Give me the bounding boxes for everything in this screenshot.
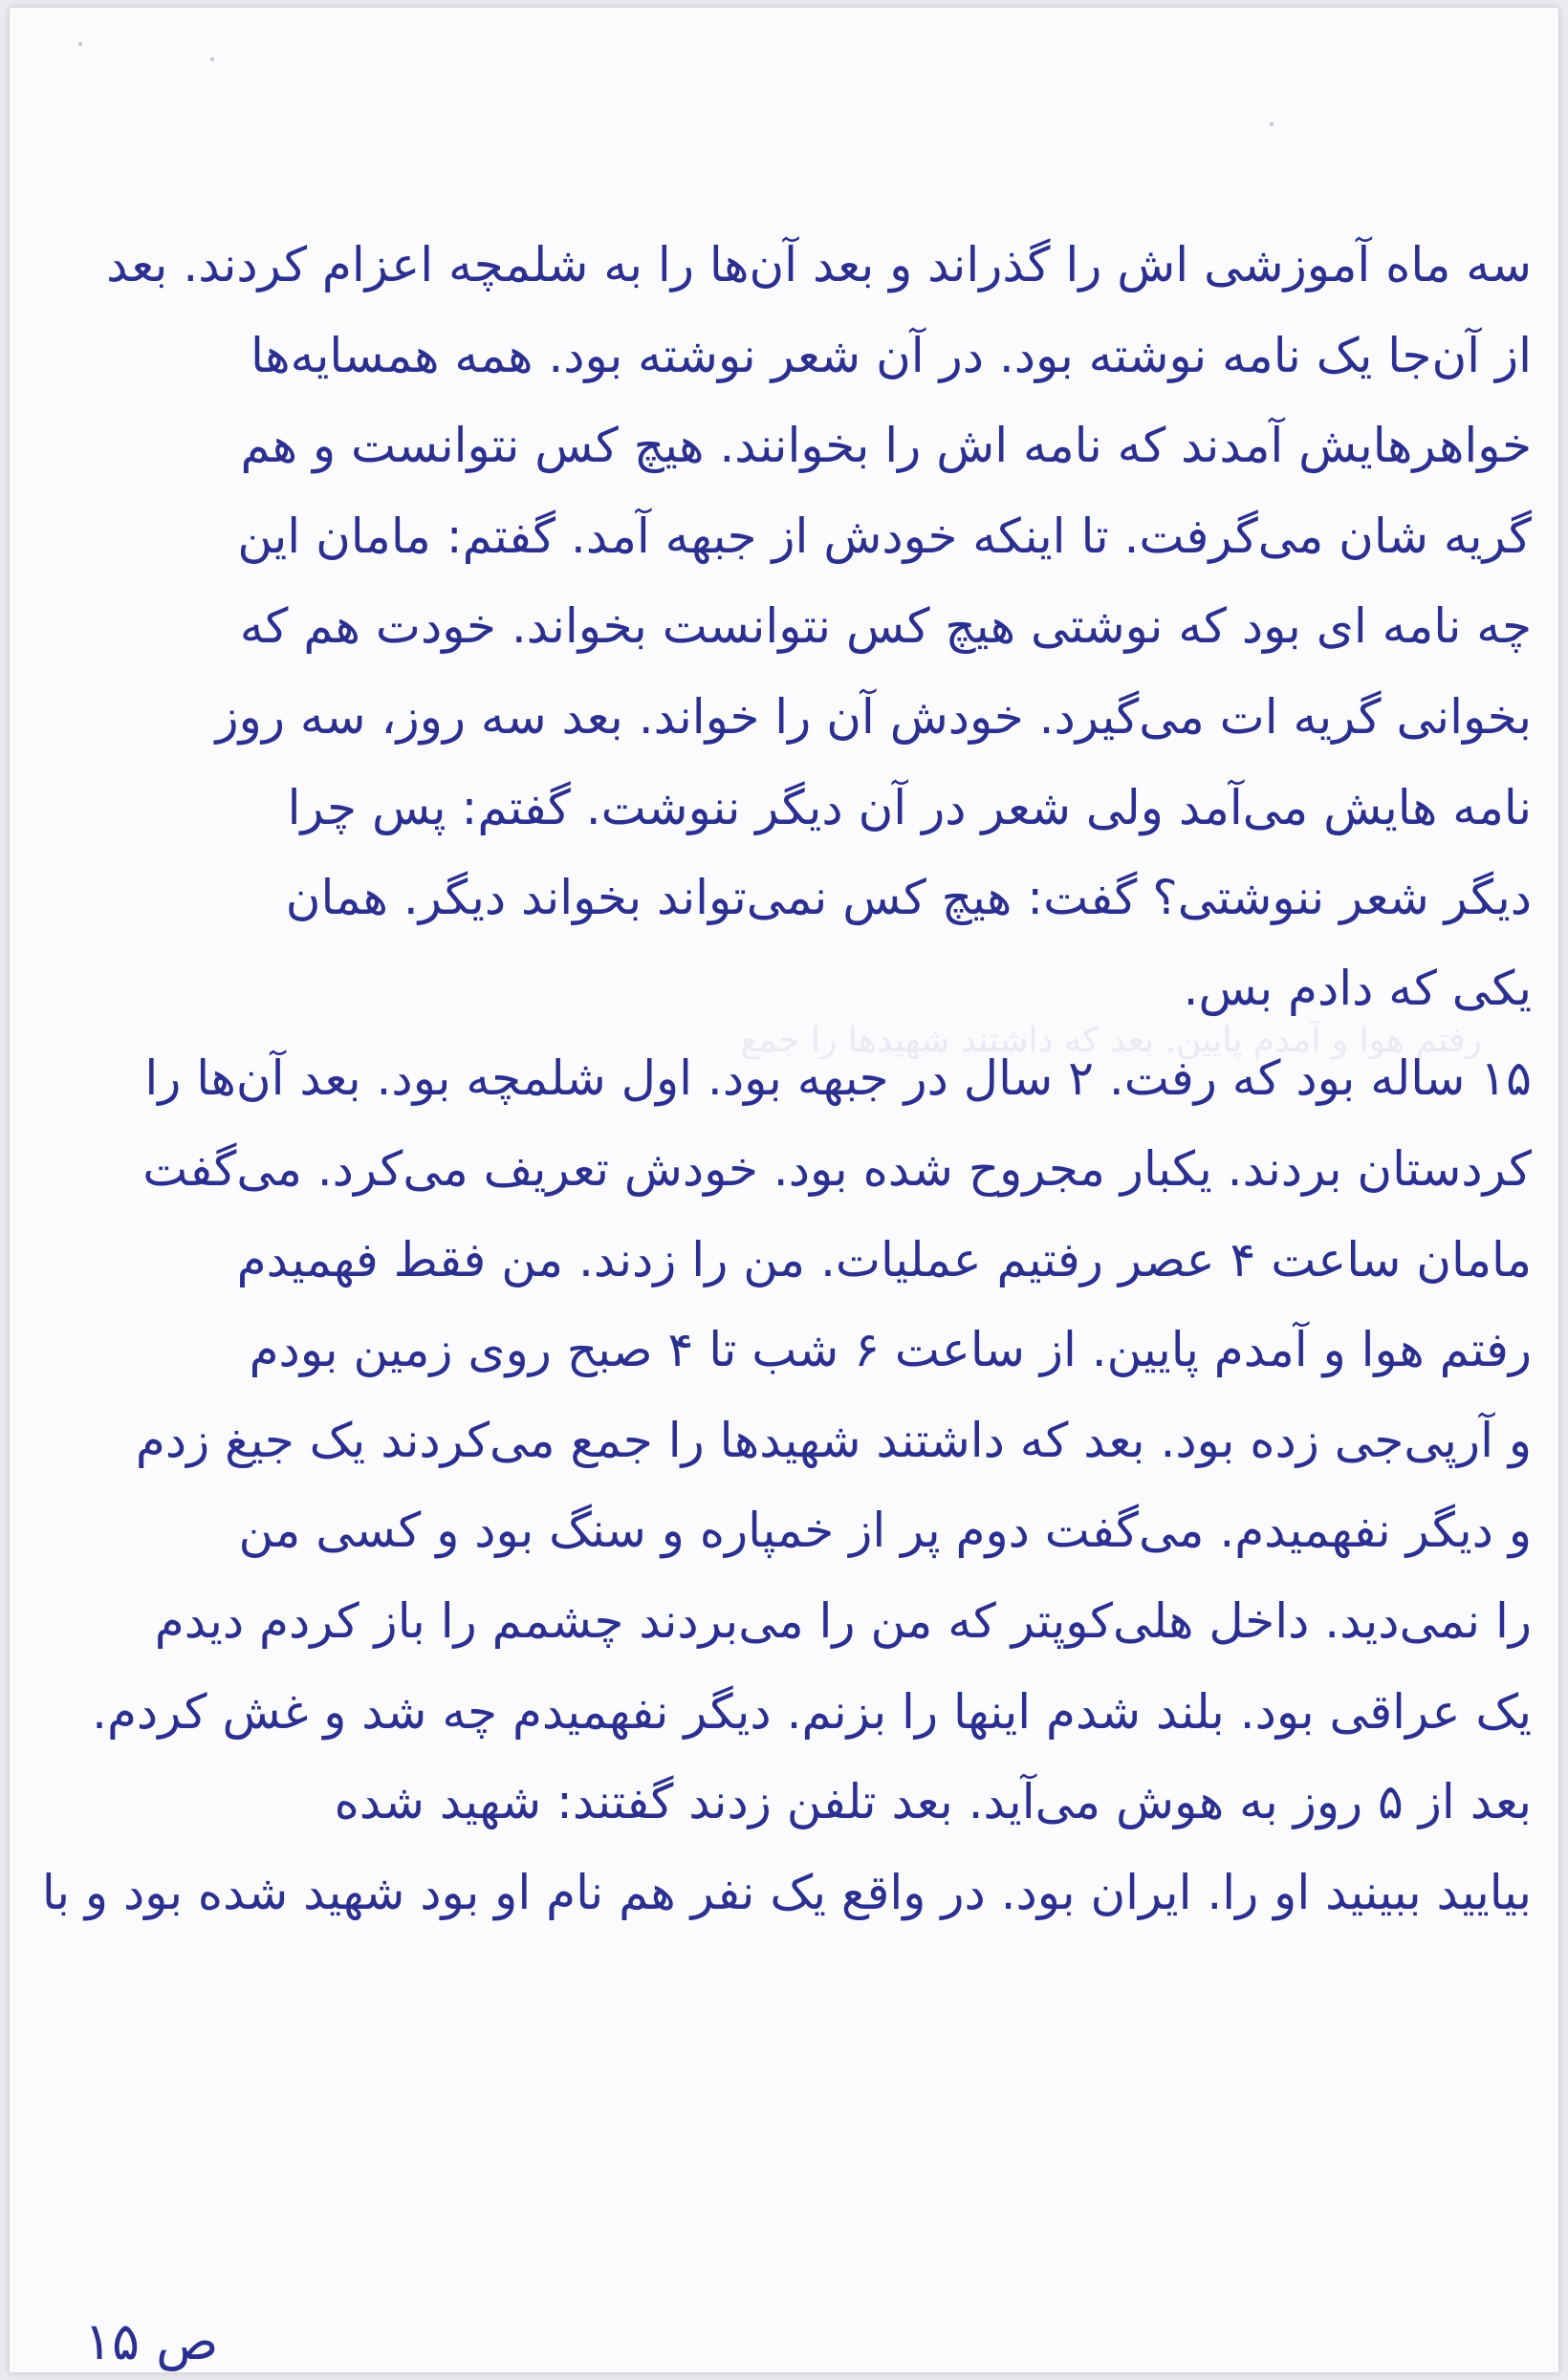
page-number: ص ۱۵ bbox=[84, 2311, 219, 2371]
text-line: و دیگر نفهمیدم. می‌گفت دوم پر از خمپاره و سنگ بود و کسی من bbox=[238, 1503, 1532, 1559]
text-line: رفتم هوا و آمدم پایین. از ساعت ۶ شب تا ۴ صبح روی زمین بودم bbox=[249, 1322, 1532, 1378]
text-line: سه ماه آموزشی اش را گذراند و بعد آن‌ها را به شلمچه اعزام کردند. بعد bbox=[106, 237, 1532, 292]
text-line: دیگر شعر ننوشتی؟ گفت: هیچ کس نمی‌تواند بخواند دیگر. همان bbox=[285, 870, 1532, 926]
paper-speck bbox=[1270, 122, 1274, 126]
text-line: مامان ساعت ۴ عصر رفتیم عملیات. من را زدند. من فقط فهمیدم bbox=[236, 1231, 1532, 1287]
text-line: بیایید ببینید او را. ایران بود. در واقع یک نفر هم نام او بود شهید شده بود و با bbox=[41, 1864, 1532, 1920]
text-line: و آرپی‌جی زده بود. بعد که داشتند شهیدها را جمع می‌کردند یک جیغ زدم bbox=[135, 1412, 1532, 1468]
text-line: نامه هایش می‌آمد ولی شعر در آن دیگر ننوشت. گفتم: پس چرا bbox=[287, 779, 1532, 835]
text-line: یکی که دادم بس. bbox=[1183, 960, 1532, 1016]
text-line: کردستان بردند. یکبار مجروح شده بود. خودش تعریف می‌کرد. می‌گفت bbox=[142, 1140, 1532, 1197]
text-line: ۱۵ ساله بود که رفت. ۲ سال در جبهه بود. اول شلمچه بود. بعد آن‌ها را bbox=[144, 1050, 1532, 1107]
text-line: چه نامه ای بود که نوشتی هیچ کس نتوانست بخواند. خودت هم که bbox=[239, 598, 1532, 655]
text-line: بخوانی گریه ات می‌گیرد. خودش آن را خواند. بعد سه روز، سه روز bbox=[215, 688, 1532, 745]
text-line: از آن‌جا یک نامه نوشته بود. در آن شعر نوشته بود. همه همسایه‌ها bbox=[250, 327, 1532, 383]
paper-speck bbox=[78, 42, 82, 46]
handwritten-text bbox=[21, 220, 1532, 1937]
letter-page bbox=[10, 8, 1558, 2372]
text-line: را نمی‌دید. داخل هلی‌کوپتر که من را می‌بردند چشمم را باز کردم دیدم bbox=[154, 1592, 1532, 1649]
text-line: یک عراقی بود. بلند شدم اینها را بزنم. دیگر نفهمیدم چه شد و غش کردم. bbox=[92, 1683, 1532, 1740]
text-line: خواهرهایش آمدند که نامه اش را بخوانند. هیچ کس نتوانست و هم bbox=[240, 418, 1532, 474]
text-line: بعد از ۵ روز به هوش می‌آید. بعد تلفن زدند گفتند: شهید شده bbox=[334, 1774, 1532, 1830]
text-line: گریه شان می‌گرفت. تا اینکه خودش از جبهه آمد. گفتم: مامان این bbox=[237, 508, 1532, 564]
paper-speck bbox=[210, 57, 214, 61]
bleed-through-text: رفتم هوا و آمدم پایین. بعد که داشتند شهیدها را جمع bbox=[740, 1021, 1482, 1059]
